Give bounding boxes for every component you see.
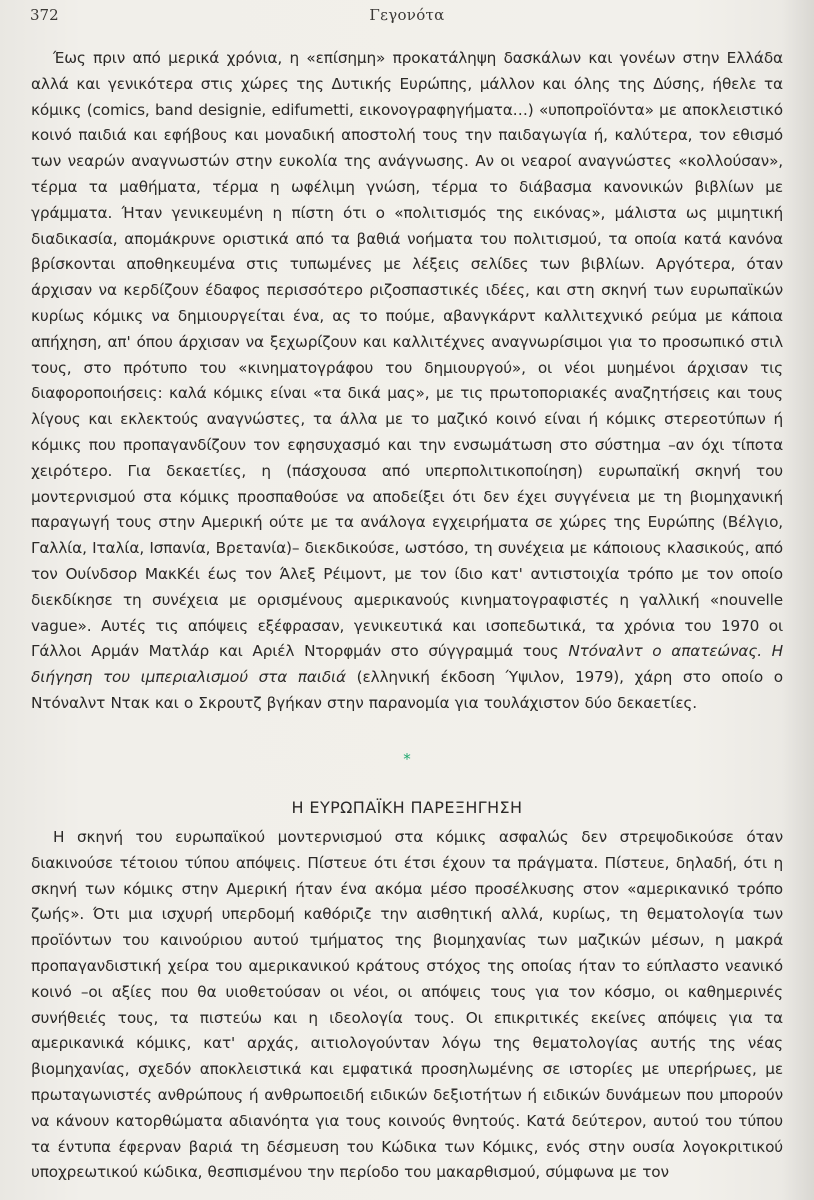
running-head: Γεγονότα [369, 6, 445, 24]
paragraph-text-continued: (ελληνική έκδοση Ύψιλον, 1979), χάρη στο οποίο ο Ντόναλντ Ντακ και ο Σκρουτζ βγήκαν στην παρανομία για τουλάχιστον δύο δεκαετίες. [31, 668, 783, 712]
section-heading: Η ΕΥΡΩΠΑΪΚΗ ΠΑΡΕΞΗΓΗΣΗ [291, 798, 523, 817]
paragraph [31, 46, 783, 717]
page-number: 372 [30, 6, 59, 24]
paragraph-text: Έως πριν από μερικά χρόνια, η «επίσημη» προκατάληψη δασκάλων και γονέων στην Ελλάδα αλλά και γενικότερα στις χώρες της Δυτικής Ευρώπης, μάλλον και όλης της Δύσης, ήθελε τα κόμικς (comics, band designie, edifumetti, εικονογραφηγήματα…) «υποπροϊόντα» με αποκλειστικό κοινό παιδιά και εφήβους και μοναδική αποστολή τους την παιδαγωγία ή, καλύτερα, τον εθισμό των νεαρών αναγνωστών στην ευκολία της ανάγνωσης. Αν οι νεαροί αναγνώστες «κολλούσαν», τέρμα τα μαθήματα, τέρμα η ωφέλιμη γνώση, τέρμα το διάβασμα κανονικών βιβλίων με γράμματα. Ήταν γενικευμένη η πίστη ότι ο «πολιτισμός της εικόνας», μάλιστα ως μιμητική διαδικασία, απομάκρυνε οριστικά από τα βαθιά νοήματα του πολιτισμού, τα οποία κατά κανόνα βρίσκονται αποθηκευμένα στις τυπωμένες με λέξεις σελίδες των βιβλίων. Αργότερα, όταν άρχισαν να κερδίζουν έδαφος περισσότερο ριζοσπαστικές ιδέες, και στη σκηνή των ευρωπαϊκών κυρίως κόμικς να δημιουργείται ένα, ας το πούμε, αβανγκάρντ καλλιτεχνικό ρεύμα με κάποια απήχηση, απ' όπου άρχισαν να ξεχωρίζουν και καλλιτέχνες αναγνωρίσιμοι για το προσωπικό στιλ τους, στο πρότυπο του «κινηματογράφου του δημιουργού», οι νέοι μυημένοι άρχισαν τις διαφοροποιήσεις: καλά κόμικς είναι «τα δικά μας», με τις πρωτοποριακές αναζητήσεις και τους λίγους και εκλεκτούς αναγνώστες, τα άλλα με το μαζικό κοινό είναι ή κόμικς στερεοτύπων ή κόμικς που προπαγανδίζουν τον εφησυχασμό και την ενσωμάτωση στο σύστημα –αν όχι τίποτα χειρότερο. Για δεκαετίες, η (πάσχουσα από υπερπολιτικοποίηση) ευρωπαϊκή σκηνή του μοντερνισμού στα κόμικς προσπαθούσε να αποδείξει ότι δεν έχει συγγένεια με τη βιομηχανική παραγωγή τους στην Αμερική ούτε με τα ανάλογα εγχειρήματα σε χώρες της Ευρώπης (Βέλγιο, Γαλλία, Ιταλία, Ισπανία, Βρετανία)– διεκδικούσε, ωστόσο, τη συνέχεια με κάποιους κλασικούς, από τον Ουίνδσορ ΜακΚέι έως τον Άλεξ Ρέιμοντ, με τον ίδιο κατ' αντιστοιχία τρόπο με τον οποίο διεκδίκησε τη συνέχεια με ορισμένους αμερικανούς κινηματογραφιστές η γαλλική «nouvelle vague». Αυτές τις απόψεις εξέφρασαν, γενικευτικά και ισοπεδωτικά, τα χρόνια του 1970 οι Γάλλοι Αρμάν Ματλάρ και Αριέλ Ντορφμάν στο σύγγραμμά τους [31, 49, 783, 661]
section-two [31, 825, 783, 1186]
book-title: Ντόναλντ ο απατεώνας. Η διήγηση του ιμπεριαλισμού στα παιδιά [31, 642, 784, 687]
paragraph: Η σκηνή του ευρωπαϊκού μοντερνισμού στα κόμικς ασφαλώς δεν στρεψοδικούσε όταν διακινούσε τέτοιου τύπου απόψεις. Πίστευε ότι έτσι έχουν τα πράγματα. Πίστευε, δηλαδή, ότι η σκηνή των κόμικς στην Αμερική ήταν ένα ακόμα μέσο προσέλκυσης στον «αμερικανικό τρόπο ζωής». Ότι μια ισχυρή υπερδομή καθόριζε την αισθητική αλλά, κυρίως, τη θεματολογία των προϊόντων του καινούριου αυτού τμήματος της βιομηχανίας των μαζικών μέσων, η μακρά προπαγανδιστική χείρα του αμερικανικού κράτους στόχος της οποίας ήταν το εύπλαστο νεανικό κοινό –οι αξίες που θα υιοθετούσαν οι νέοι, οι απόψεις τους για τον κόσμο, οι καθημερινές συνήθειές τους, τα πιστεύω και η ιδεολογία τους. Οι επικριτικές εκείνες απόψεις για τα αμερικανικά κόμικς, κατ' αρχάς, αιτιολογούνταν λόγω της θεματολογίας αυτής της νέας βιομηχανίας, σχεδόν αποκλειστικά και εμφατικά προσηλωμένης σε ιστορίες με υπερήρωες, με πρωταγωνιστές ανθρώπους ή ανθρωποειδή ειδικών δεξιοτήτων ή ειδικών δυνάμεων που μπορούν να κάνουν κατορθώματα αδιανόητα για τους κοινούς θνητούς. Κατά δεύτερον, αυτού του τύπου τα έντυπα έφερναν βαριά τη δέσμευση του Κώδικα των Κόμικς, ενός στην ουσία λογοκριτικού υποχρεωτικού κώδικα, θεσπισμένου την περίοδο του μακαρθισμού, σύμφωνα με τον [31, 828, 783, 1182]
asterisk-separator: * [403, 750, 411, 768]
section-one [31, 46, 783, 717]
